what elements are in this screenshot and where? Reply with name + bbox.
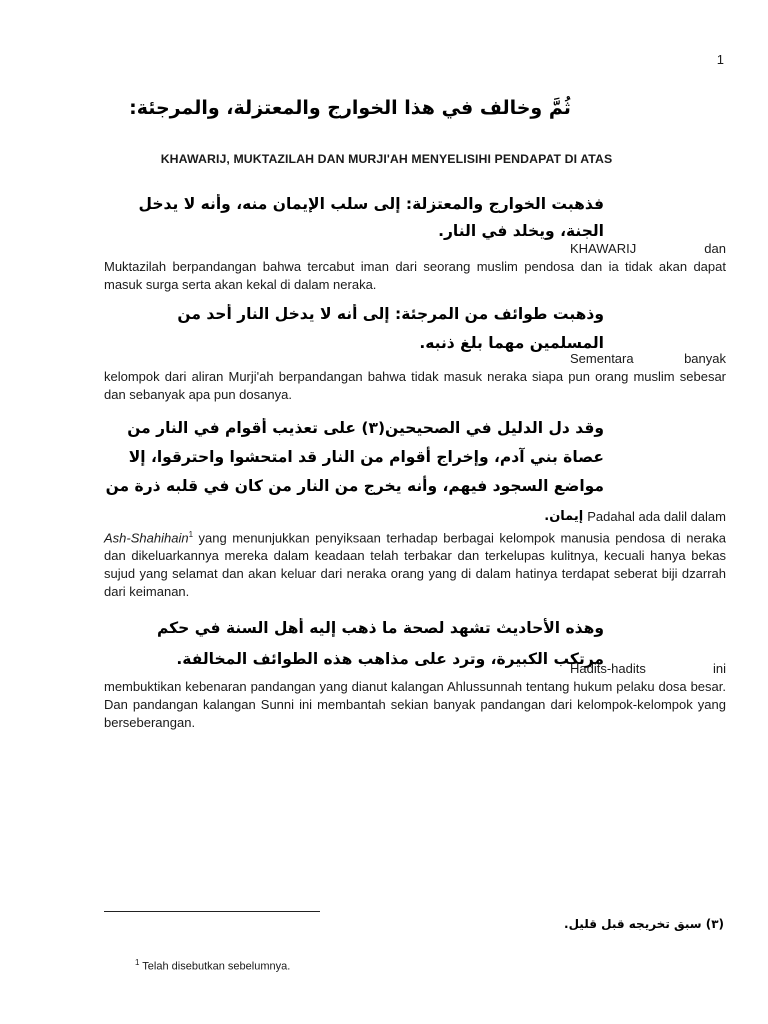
section-3	[104, 414, 726, 501]
paragraph-text: membuktikan kebenaran pandangan yang dianut kalangan Ahlussunnah tentang hukum pelaku dosa besar. Dan pandangan kalangan Sunni ini membantah sekian banyak pandangan dari kelompok-kelompok yang berseberangan.	[104, 679, 726, 730]
arabic-quote-1	[104, 188, 612, 248]
paragraph-lead	[104, 240, 726, 258]
paragraph-text: kelompok dari aliran Murji'ah berpandangan bahwa tidak masuk neraka siapa pun orang muslim sebesar dan sebanyak apa pun dosanya.	[104, 369, 726, 402]
section-1	[104, 188, 726, 248]
lead-word: KHAWARIJ	[570, 241, 637, 256]
footnote-number: 1	[135, 958, 140, 967]
footnote-ref[interactable]: 1	[188, 530, 194, 539]
lead-word: dan	[704, 241, 726, 256]
source-name: Ash-Shahihain	[104, 530, 189, 546]
arabic-footnote: (٣) سبق تخريجه قبل قليل.	[564, 917, 724, 931]
section-heading: KHAWARIJ, MUKTAZILAH DAN MURJI'AH MENYELISIHI PENDAPAT DI ATAS	[160, 152, 613, 166]
arabic-line: فذهبت الخوارج والمعتزلة: إلى سلب الإيمان منه، وأنه لا يدخل	[138, 195, 604, 213]
paragraph-4	[104, 660, 726, 732]
paragraph-2	[104, 350, 726, 404]
arabic-line: عصاة بني آدم، وإخراج أقوام من النار قد امتحشوا واحترقوا، إلا	[128, 448, 604, 466]
arabic-line: وقد دل الدليل في الصحيحين(٣) على تعذيب أقوام في النار من	[127, 419, 604, 437]
paragraph-lead	[104, 660, 726, 678]
footnote	[135, 958, 290, 973]
arabic-line: مرتكب الكبيرة، وترد على مذاهب هذه الطوائف المخالفة.	[176, 650, 604, 668]
paragraph-1	[104, 240, 726, 294]
arabic-line: إيمان.	[544, 509, 584, 524]
lead-word: banyak	[684, 351, 726, 366]
paragraph-lead	[104, 350, 726, 368]
paragraph-3	[104, 508, 726, 601]
lead-word: ini	[712, 661, 726, 676]
lead-word: Hadits-hadits	[570, 661, 646, 676]
arabic-line: وذهبت طوائف من المرجئة: إلى أنه لا يدخل النار أحد من	[177, 305, 604, 323]
arabic-line: مواضع السجود فيهم، وأنه يخرج من النار من كان في قلبه ذرة من	[105, 477, 604, 495]
arabic-line: وهذه الأحاديث تشهد لصحة ما ذهب إليه أهل السنة في حكم	[156, 619, 604, 637]
paragraph-body: yang menunjukkan penyiksaan terhadap berbagai kelompok manusia pendosa di neraka dan dikeluarkannya mereka dalam keadaan telah terbakar dan terkelupas kulitnya, kecuali hanya bekas sujud yang selamat dan akan keluar dari neraka orang yang di dalam hatinya terdapat seberat biji dzarrah dari keimanan.	[104, 530, 726, 600]
arabic-line: المسلمين مهما بلغ ذنبه.	[419, 334, 604, 352]
paragraph-text: Muktazilah berpandangan bahwa tercabut iman dari seorang muslim pendosa dan ia tidak akan dapat masuk surga serta akan kekal di dalam neraka.	[104, 259, 726, 292]
arabic-title: ثُمَّ وخالف في هذا الخوارج والمعتزلة، والمرجئة:	[129, 97, 571, 119]
lead-word: Sementara	[570, 351, 634, 366]
lead-word: Padahal ada dalil dalam	[587, 509, 726, 524]
page-number: 1	[716, 52, 724, 67]
paragraph-lead	[104, 508, 726, 526]
arabic-quote-3	[104, 414, 612, 501]
arabic-line: الجنة، ويخلد في النار.	[438, 222, 604, 240]
paragraph-text	[104, 526, 726, 601]
footnote-divider	[104, 911, 320, 912]
footnote-text: Telah disebutkan sebelumnya.	[139, 960, 291, 973]
